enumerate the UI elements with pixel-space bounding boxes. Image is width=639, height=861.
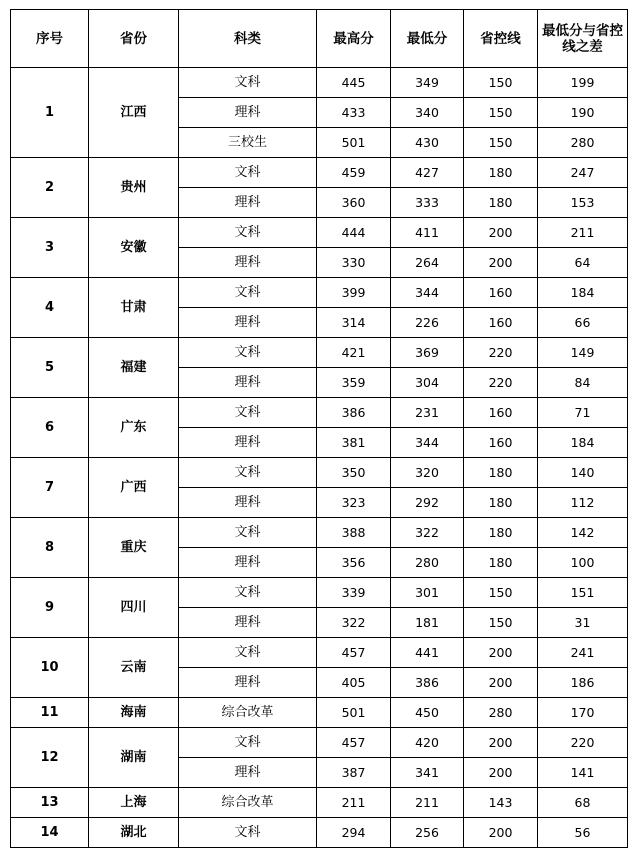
cell-max-score: 457 — [317, 638, 391, 668]
cell-category: 文科 — [179, 728, 317, 758]
cell-control-line: 180 — [464, 158, 538, 188]
cell-category: 文科 — [179, 578, 317, 608]
cell-min-score: 292 — [391, 488, 464, 518]
cell-max-score: 386 — [317, 398, 391, 428]
cell-max-score: 330 — [317, 248, 391, 278]
cell-province: 云南 — [89, 638, 179, 698]
cell-min-score: 211 — [391, 788, 464, 818]
cell-max-score: 501 — [317, 698, 391, 728]
cell-control-line: 150 — [464, 128, 538, 158]
cell-difference: 184 — [538, 278, 628, 308]
cell-difference: 100 — [538, 548, 628, 578]
cell-difference: 153 — [538, 188, 628, 218]
cell-max-score: 339 — [317, 578, 391, 608]
cell-province: 重庆 — [89, 518, 179, 578]
cell-max-score: 444 — [317, 218, 391, 248]
cell-province: 江西 — [89, 68, 179, 158]
cell-min-score: 226 — [391, 308, 464, 338]
cell-min-score: 427 — [391, 158, 464, 188]
cell-min-score: 441 — [391, 638, 464, 668]
table-row — [11, 458, 628, 488]
cell-max-score: 388 — [317, 518, 391, 548]
cell-min-score: 369 — [391, 338, 464, 368]
cell-max-score: 350 — [317, 458, 391, 488]
cell-control-line: 200 — [464, 638, 538, 668]
cell-seq: 3 — [11, 218, 89, 278]
cell-max-score: 381 — [317, 428, 391, 458]
cell-min-score: 231 — [391, 398, 464, 428]
table-header — [11, 10, 628, 68]
table-body — [11, 68, 628, 848]
table-row — [11, 698, 628, 728]
cell-min-score: 256 — [391, 818, 464, 848]
cell-province: 贵州 — [89, 158, 179, 218]
cell-control-line: 200 — [464, 758, 538, 788]
cell-seq: 5 — [11, 338, 89, 398]
cell-min-score: 386 — [391, 668, 464, 698]
cell-control-line: 280 — [464, 698, 538, 728]
score-table — [10, 9, 628, 848]
table-row — [11, 578, 628, 608]
cell-province: 湖南 — [89, 728, 179, 788]
cell-difference: 141 — [538, 758, 628, 788]
cell-control-line: 160 — [464, 308, 538, 338]
cell-difference: 151 — [538, 578, 628, 608]
cell-max-score: 405 — [317, 668, 391, 698]
cell-province: 湖北 — [89, 818, 179, 848]
cell-category: 文科 — [179, 398, 317, 428]
cell-control-line: 150 — [464, 98, 538, 128]
cell-max-score: 356 — [317, 548, 391, 578]
cell-control-line: 150 — [464, 608, 538, 638]
cell-difference: 220 — [538, 728, 628, 758]
cell-control-line: 200 — [464, 248, 538, 278]
cell-category: 文科 — [179, 338, 317, 368]
cell-max-score: 314 — [317, 308, 391, 338]
cell-control-line: 220 — [464, 368, 538, 398]
cell-control-line: 180 — [464, 548, 538, 578]
cell-control-line: 220 — [464, 338, 538, 368]
cell-difference: 186 — [538, 668, 628, 698]
header-category: 科类 — [179, 10, 317, 68]
cell-min-score: 320 — [391, 458, 464, 488]
cell-control-line: 200 — [464, 218, 538, 248]
cell-seq: 9 — [11, 578, 89, 638]
cell-category: 文科 — [179, 68, 317, 98]
cell-category: 理科 — [179, 248, 317, 278]
cell-control-line: 180 — [464, 488, 538, 518]
table-row — [11, 68, 628, 98]
table-row — [11, 818, 628, 848]
cell-seq: 14 — [11, 818, 89, 848]
cell-min-score: 344 — [391, 278, 464, 308]
cell-max-score: 387 — [317, 758, 391, 788]
cell-seq: 7 — [11, 458, 89, 518]
cell-category: 三校生 — [179, 128, 317, 158]
cell-category: 文科 — [179, 218, 317, 248]
cell-max-score: 445 — [317, 68, 391, 98]
cell-control-line: 143 — [464, 788, 538, 818]
table-row — [11, 638, 628, 668]
cell-difference: 71 — [538, 398, 628, 428]
cell-max-score: 211 — [317, 788, 391, 818]
cell-max-score: 399 — [317, 278, 391, 308]
cell-category: 理科 — [179, 308, 317, 338]
cell-min-score: 411 — [391, 218, 464, 248]
cell-category: 理科 — [179, 98, 317, 128]
cell-min-score: 349 — [391, 68, 464, 98]
cell-max-score: 360 — [317, 188, 391, 218]
cell-control-line: 150 — [464, 68, 538, 98]
cell-category: 综合改革 — [179, 698, 317, 728]
cell-province: 广西 — [89, 458, 179, 518]
cell-difference: 140 — [538, 458, 628, 488]
cell-province: 四川 — [89, 578, 179, 638]
cell-seq: 12 — [11, 728, 89, 788]
header-control-line: 省控线 — [464, 10, 538, 68]
cell-category: 理科 — [179, 188, 317, 218]
table-row — [11, 728, 628, 758]
cell-seq: 6 — [11, 398, 89, 458]
header-seq: 序号 — [11, 10, 89, 68]
cell-category: 文科 — [179, 818, 317, 848]
cell-control-line: 200 — [464, 668, 538, 698]
header-row — [11, 10, 628, 68]
cell-category: 理科 — [179, 758, 317, 788]
cell-min-score: 420 — [391, 728, 464, 758]
cell-province: 上海 — [89, 788, 179, 818]
header-min-score: 最低分 — [391, 10, 464, 68]
table-row — [11, 518, 628, 548]
cell-category: 理科 — [179, 488, 317, 518]
cell-control-line: 180 — [464, 518, 538, 548]
cell-difference: 247 — [538, 158, 628, 188]
cell-difference: 56 — [538, 818, 628, 848]
cell-province: 广东 — [89, 398, 179, 458]
cell-category: 文科 — [179, 458, 317, 488]
cell-max-score: 359 — [317, 368, 391, 398]
cell-difference: 280 — [538, 128, 628, 158]
cell-category: 理科 — [179, 668, 317, 698]
cell-min-score: 430 — [391, 128, 464, 158]
cell-control-line: 180 — [464, 458, 538, 488]
cell-seq: 4 — [11, 278, 89, 338]
cell-category: 理科 — [179, 548, 317, 578]
cell-min-score: 280 — [391, 548, 464, 578]
header-max-score: 最高分 — [317, 10, 391, 68]
cell-difference: 64 — [538, 248, 628, 278]
cell-max-score: 501 — [317, 128, 391, 158]
cell-min-score: 344 — [391, 428, 464, 458]
cell-control-line: 180 — [464, 188, 538, 218]
cell-min-score: 304 — [391, 368, 464, 398]
cell-seq: 11 — [11, 698, 89, 728]
table-row — [11, 338, 628, 368]
cell-difference: 142 — [538, 518, 628, 548]
cell-seq: 2 — [11, 158, 89, 218]
table-row — [11, 218, 628, 248]
cell-control-line: 150 — [464, 578, 538, 608]
cell-min-score: 322 — [391, 518, 464, 548]
cell-difference: 31 — [538, 608, 628, 638]
cell-province: 海南 — [89, 698, 179, 728]
cell-min-score: 333 — [391, 188, 464, 218]
cell-seq: 8 — [11, 518, 89, 578]
cell-min-score: 341 — [391, 758, 464, 788]
cell-control-line: 160 — [464, 278, 538, 308]
cell-max-score: 459 — [317, 158, 391, 188]
cell-difference: 149 — [538, 338, 628, 368]
cell-control-line: 200 — [464, 728, 538, 758]
cell-control-line: 200 — [464, 818, 538, 848]
cell-seq: 13 — [11, 788, 89, 818]
cell-difference: 190 — [538, 98, 628, 128]
cell-province: 甘肃 — [89, 278, 179, 338]
cell-min-score: 450 — [391, 698, 464, 728]
cell-difference: 199 — [538, 68, 628, 98]
cell-control-line: 160 — [464, 428, 538, 458]
cell-category: 理科 — [179, 428, 317, 458]
cell-min-score: 301 — [391, 578, 464, 608]
table-row — [11, 398, 628, 428]
table-row — [11, 158, 628, 188]
cell-seq: 10 — [11, 638, 89, 698]
cell-control-line: 160 — [464, 398, 538, 428]
cell-difference: 211 — [538, 218, 628, 248]
cell-province: 福建 — [89, 338, 179, 398]
cell-max-score: 421 — [317, 338, 391, 368]
cell-category: 文科 — [179, 638, 317, 668]
cell-category: 理科 — [179, 368, 317, 398]
cell-min-score: 181 — [391, 608, 464, 638]
cell-category: 综合改革 — [179, 788, 317, 818]
cell-category: 文科 — [179, 278, 317, 308]
cell-difference: 241 — [538, 638, 628, 668]
cell-difference: 66 — [538, 308, 628, 338]
header-difference: 最低分与省控线之差 — [538, 10, 628, 68]
cell-min-score: 340 — [391, 98, 464, 128]
cell-difference: 112 — [538, 488, 628, 518]
table-row — [11, 278, 628, 308]
cell-difference: 184 — [538, 428, 628, 458]
cell-max-score: 322 — [317, 608, 391, 638]
cell-category: 文科 — [179, 158, 317, 188]
cell-max-score: 294 — [317, 818, 391, 848]
cell-province: 安徽 — [89, 218, 179, 278]
cell-seq: 1 — [11, 68, 89, 158]
cell-max-score: 433 — [317, 98, 391, 128]
cell-min-score: 264 — [391, 248, 464, 278]
cell-category: 文科 — [179, 518, 317, 548]
cell-difference: 68 — [538, 788, 628, 818]
header-province: 省份 — [89, 10, 179, 68]
cell-max-score: 323 — [317, 488, 391, 518]
table-row — [11, 788, 628, 818]
cell-difference: 170 — [538, 698, 628, 728]
cell-difference: 84 — [538, 368, 628, 398]
cell-category: 理科 — [179, 608, 317, 638]
cell-max-score: 457 — [317, 728, 391, 758]
